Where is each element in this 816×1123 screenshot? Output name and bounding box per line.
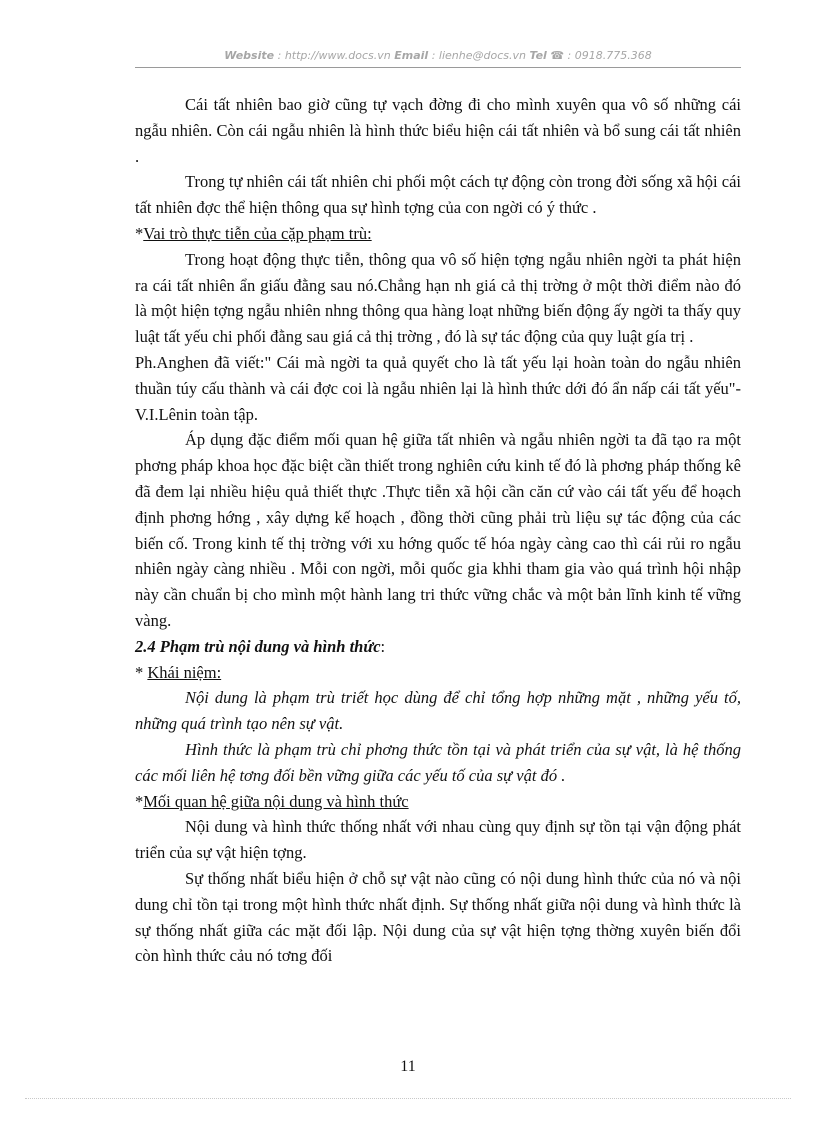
paragraph-5: Áp dụng đặc điểm mối quan hệ giữa tất nhiên và ngẫu nhiên ngời ta đã tạo ra một phơng pháp khoa học đặc biệt cần thiết trong nghiên cứu kinh tế đó là phơng pháp thống kê đã đem lại nhiều hiệu quả thiết thực .Thực tiễn xã hội cần căn cứ vào cái tất yếu để hoạch định phơng hớng , xây dựng kế hoạch , đồng thời cũng phải trù liệu sự tác động của các biến cố. Trong kinh tế thị trờng với xu hớng quốc tế hóa ngày càng cao thì cái rủi ro ngẫu nhiên ngày càng nhiều . Mỗi con ngời, mỗi quốc gia khhi tham gia vào quá trình hội nhập này cần chuẩn bị cho mình một hành lang tri thức vững chắc và một bản lĩnh kinh tế vững vàng. <box>135 430 741 630</box>
definition-content: Nội dung là phạm trù triết học dùng để chỉ tổng hợp những mặt , những yếu tố, những quá trình tạo nên sự vật. <box>135 688 741 734</box>
relation-heading-line <box>135 789 741 815</box>
concept-prefix: * <box>135 662 148 682</box>
paragraph-2: Trong tự nhiên cái tất nhiên chi phối một cách tự động còn trong đời sống xã hội cái tất nhiên đợc thể hiện thông qua sự hình tợng của con ngời có ý thức . <box>135 172 741 218</box>
section-colon: : <box>380 636 386 656</box>
email-value[interactable]: lienhe@docs.vn <box>438 49 526 62</box>
website-label: Website <box>224 49 275 62</box>
role-heading: Vai trò thực tiễn của cặp phạm trù: <box>143 223 372 243</box>
tel-label: Tel <box>529 49 547 62</box>
phone-icon: ☎ <box>550 49 565 62</box>
section-heading: 2.4 Phạm trù nội dung và hình thức <box>135 636 381 656</box>
concept-heading: Khái niệm: <box>147 662 222 682</box>
page-header <box>135 47 741 68</box>
website-url[interactable]: http://www.docs.vn <box>284 49 391 62</box>
email-sep: : <box>428 49 439 62</box>
page-number: 11 <box>400 1058 416 1075</box>
paragraph-3: Trong hoạt động thực tiễn, thông qua vô số hiện tợng ngẫu nhiên ngời ta phát hiện ra cái tất nhiên ẩn giấu đằng sau nó.Chẳng hạn nh giá cả thị trờng ở một thời điểm nào đó là một hiện tợng ngẫu nhiên nhng thông qua hàng loạt những biến động ấy ngời ta thấy quy luật tất yếu chi phối đằng sau giá cả thị trờng , đó là sự tác động của quy luật gía trị . <box>135 249 741 347</box>
paragraph-6: Nội dung và hình thức thống nhất với nhau cùng quy định sự tồn tại vận động phát triển của sự vật hiện tợng. <box>135 817 741 863</box>
tel-value: 0918.775.368 <box>574 49 652 62</box>
relation-prefix: * <box>135 791 144 811</box>
paragraph-4: Ph.Anghen đã viết:" Cái mà ngời ta quả quyết cho là tất yếu lại hoàn toàn do ngẫu nhiên thuần túy cấu thành và cái đợc coi là ngẫu nhiên lại là hình thức dới đó ẩn nấp cái tất yếu"-V.I.Lênin toàn tập. <box>135 352 741 424</box>
email-label: Email <box>394 49 429 62</box>
section-heading-line <box>135 634 741 660</box>
paragraph-7: Sự thống nhất biểu hiện ở chỗ sự vật nào cũng có nội dung hình thức của nó và nội dung chỉ tồn tại trong một hình thức nhất định. Sự thống nhất giữa nội dung và hình thức là sự thống nhất giữa các mặt đối lập. Nội dung của sự vật hiện tợng thờng xuyên biến đổi còn hình thức cảu nó tơng đối <box>135 868 741 966</box>
role-prefix: * <box>135 223 144 243</box>
document-body <box>135 92 741 969</box>
website-sep: : <box>274 49 285 62</box>
paragraph-1: Cái tất nhiên bao giờ cũng tự vạch đờng đi cho mình xuyên qua vô số những cái ngẫu nhiên. Còn cái ngẫu nhiên là hình thức biểu hiện cái tất nhiên và bổ sung cái tất nhiên . <box>135 95 741 166</box>
tel-sep: : <box>564 49 575 62</box>
footer-divider <box>25 1098 791 1099</box>
definition-form: Hình thức là phạm trù chỉ phơng thức tồn tại và phát triển của sự vật, là hệ thống các mối liên hệ tơng đối bền vững giữa các yếu tố của sự vật đó . <box>135 739 741 785</box>
role-heading-line <box>135 221 741 247</box>
relation-heading: Mối quan hệ giữa nội dung và hình thức <box>143 791 409 811</box>
concept-heading-line <box>135 660 741 686</box>
